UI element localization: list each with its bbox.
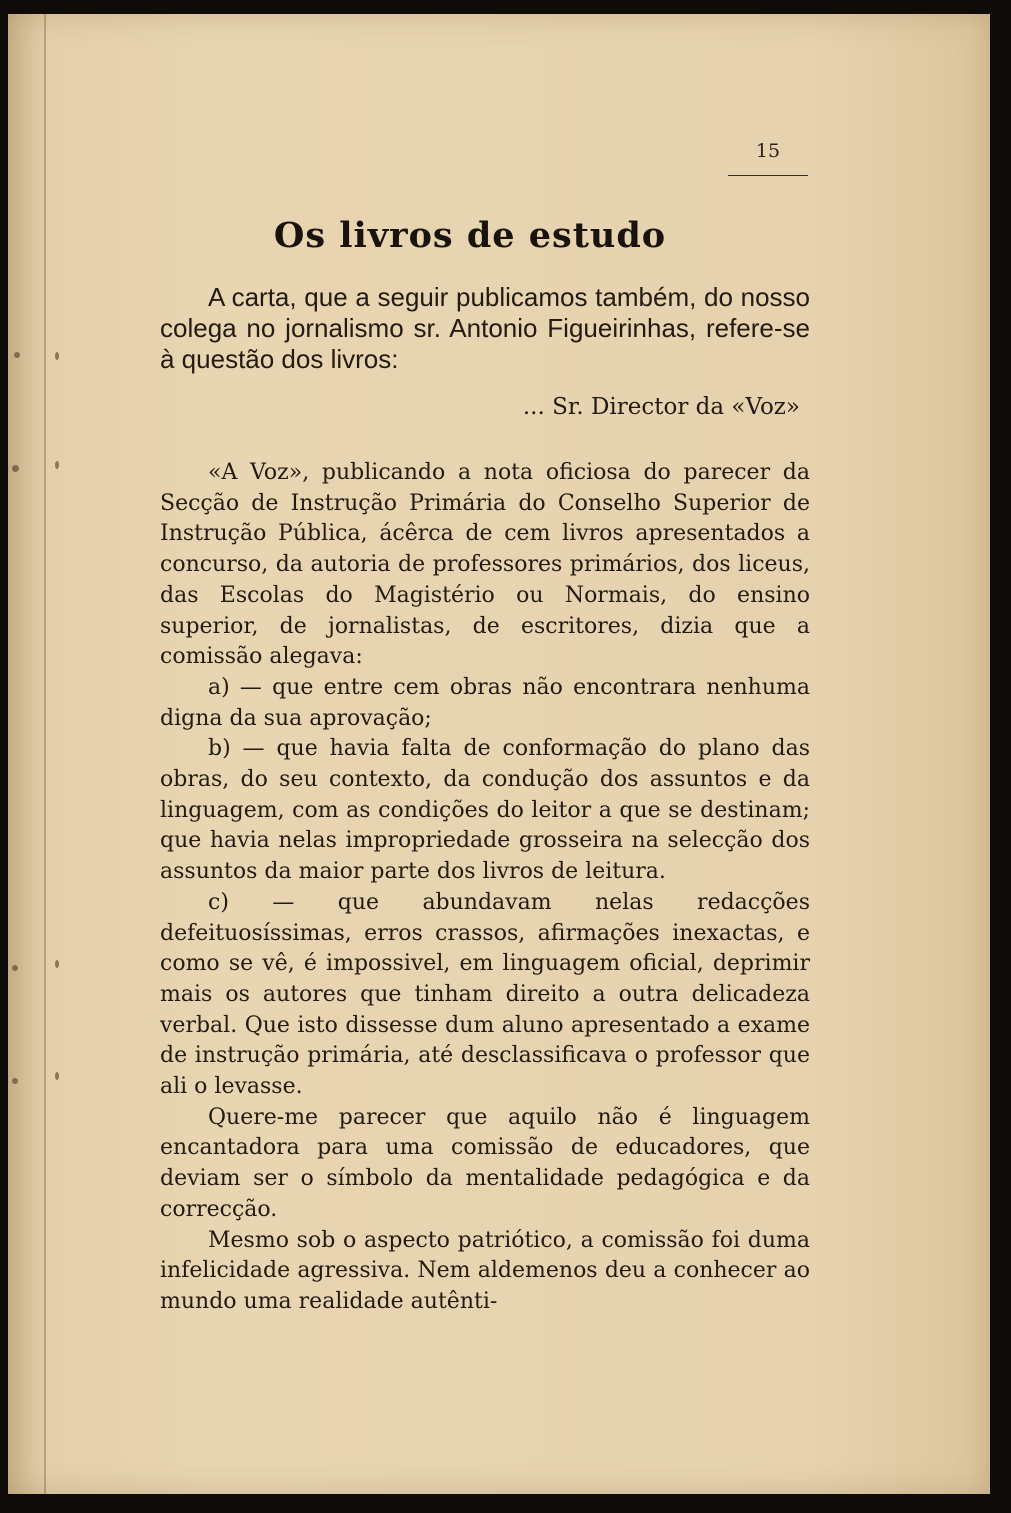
letter-salutation: ... Sr. Director da «Voz»	[522, 394, 800, 420]
page-number-rule	[728, 175, 808, 176]
letter-body	[160, 458, 810, 1318]
intro-text: A carta, que a seguir publicamos também, do nosso colega no jornalismo sr. Antonio Figueirinhas, refere-se à questão dos livros:	[160, 282, 810, 374]
ink-spot	[14, 352, 20, 358]
page-number-block	[728, 140, 808, 162]
page-binding-edge	[8, 14, 46, 1494]
letter-paragraph: «A Voz», publicando a nota oficiosa do parecer da Secção de Instrução Primária do Conselho Superior de Instrução Pública, ácêrca de cem livros apresentados a concurso, da autoria de professores primários, dos liceus, das Escolas do Magistério ou Normais, do ensino superior, de jornalistas, de escritores, dizia que a comissão alegava:	[160, 460, 810, 670]
letter-paragraph: Quere-me parecer que aquilo não é linguagem encantadora para uma comissão de educadores, que deviam ser o símbolo da mentalidade pedagógica e da correcção.	[160, 1104, 810, 1222]
letter-item-b: b) — que havia falta de conformação do plano das obras, do seu contexto, da condução dos assuntos e da linguagem, com as condições do leitor a que se destinam; que havia nelas impropriedade grosseira na selecção dos assuntos da maior parte dos livros de leitura.	[160, 736, 810, 885]
ink-spot	[55, 461, 59, 469]
ink-spot	[12, 965, 18, 971]
ink-spot	[55, 352, 59, 360]
intro-paragraph	[160, 282, 810, 375]
article-title: Os livros de estudo	[273, 215, 667, 256]
letter-item-a: a) — que entre cem obras não encontrara nenhuma digna da sua aprovação;	[160, 674, 810, 731]
letter-paragraph: Mesmo sob o aspecto patriótico, a comissão foi duma infelicidade agressiva. Nem aldemenos deu a conhecer ao mundo uma realidade autênti-	[160, 1227, 810, 1314]
page-number: 15	[755, 140, 781, 162]
ink-spot	[12, 1078, 18, 1084]
letter-item-c: c) — que abundavam nelas redacções defeituosíssimas, erros crassos, afirmações inexactas, e como se vê, é impossivel, em linguagem oficial, deprimir mais os autores que tinham direito a outra delicadeza verbal. Que isto dissesse dum aluno apresentado a exame de instrução primária, até desclassificava o professor que ali o levasse.	[160, 889, 810, 1100]
ink-spot	[12, 465, 19, 472]
ink-spot	[55, 960, 59, 968]
ink-spot	[55, 1072, 59, 1080]
